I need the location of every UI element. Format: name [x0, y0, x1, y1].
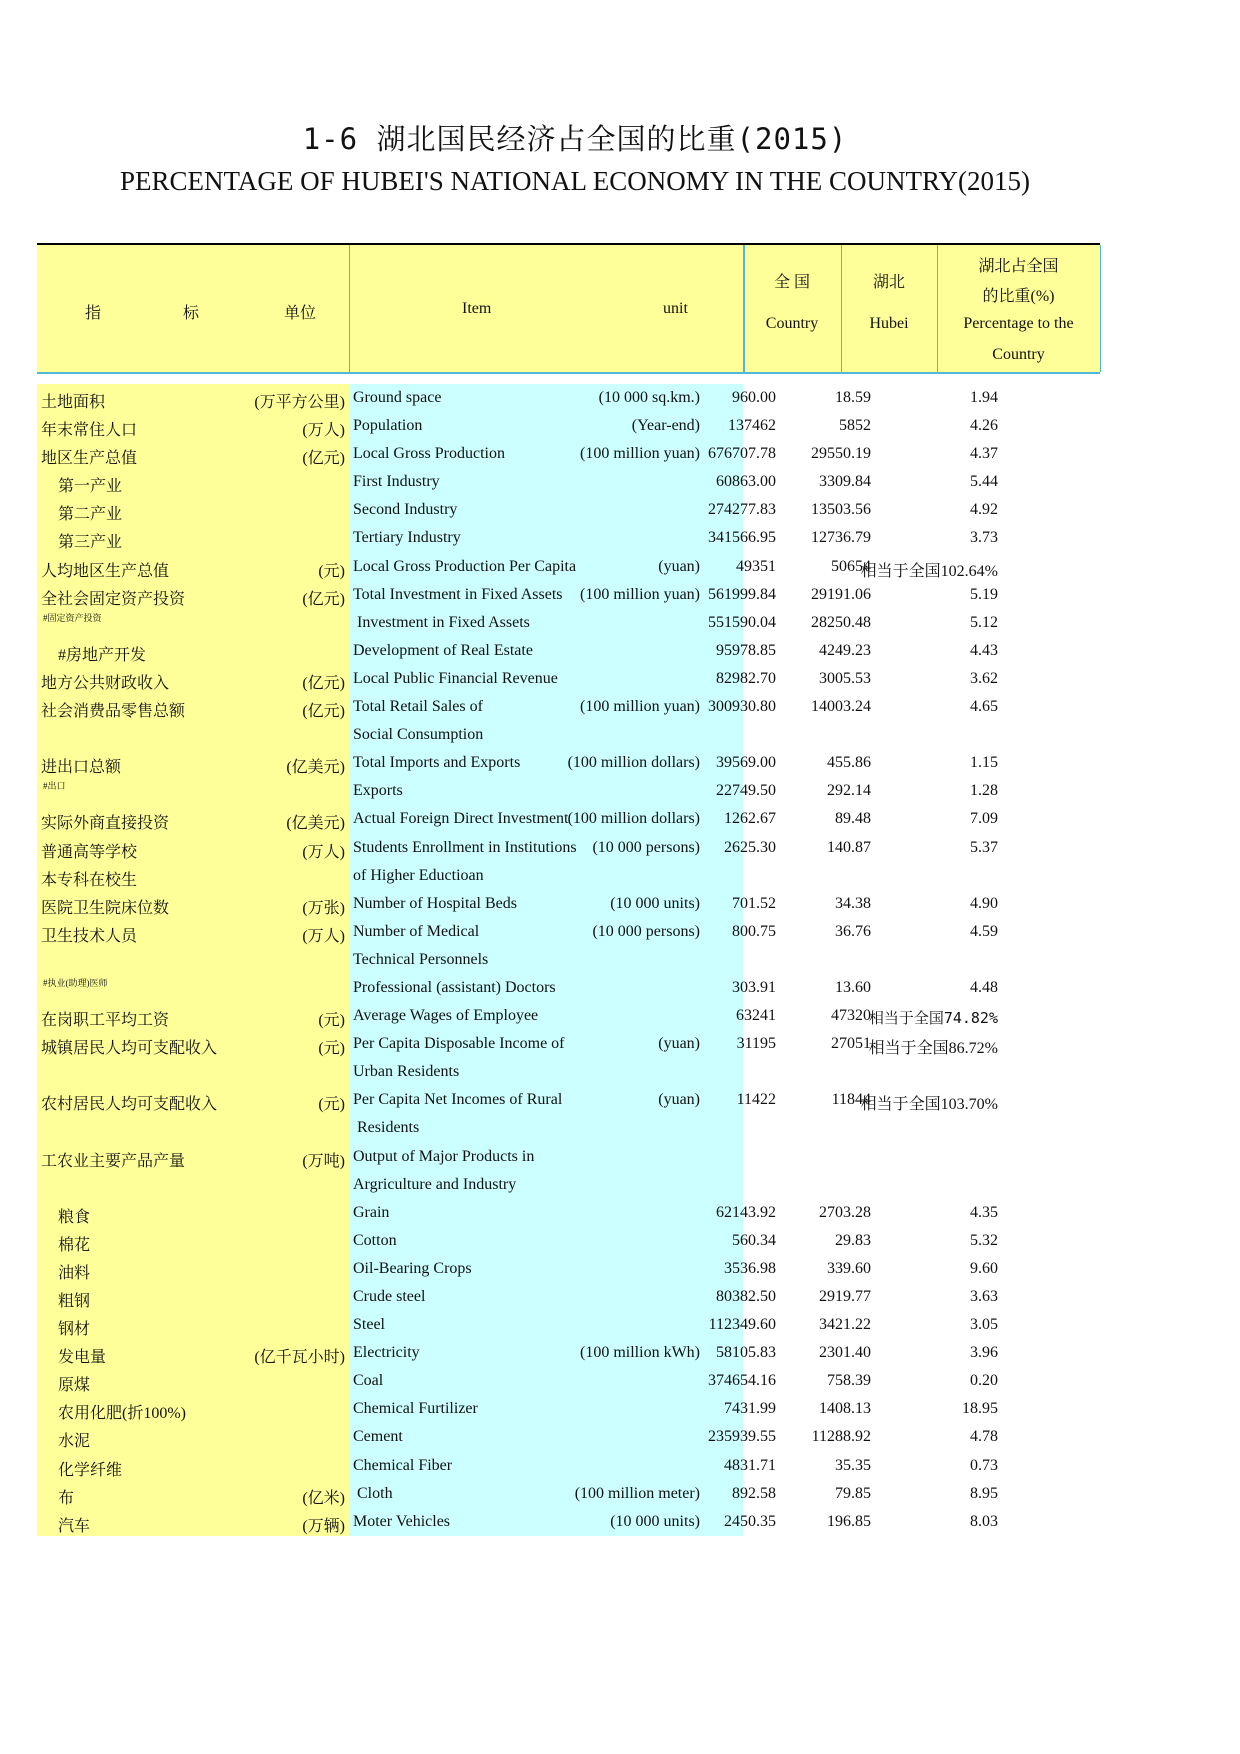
country-value: 49351 — [736, 557, 776, 575]
percentage-value: 相当于全国102.64% — [860, 562, 998, 580]
table-row — [37, 777, 1100, 805]
item-en: Population — [353, 417, 423, 435]
hubei-value: 2301.40 — [819, 1344, 871, 1362]
country-value: 235939.55 — [708, 1428, 776, 1446]
indicator-cn: #固定资产投资 — [43, 612, 102, 623]
unit-en: (yuan) — [658, 557, 700, 575]
hubei-value: 13503.56 — [811, 501, 871, 519]
item-en: Investment in Fixed Assets — [357, 613, 530, 631]
item-en: Oil-Bearing Crops — [353, 1259, 472, 1277]
hubei-value: 27051 — [831, 1035, 871, 1053]
unit-cn: (亿米) — [302, 1489, 345, 1507]
hubei-value: 13.60 — [835, 978, 871, 996]
table-row — [37, 609, 1100, 637]
table-row — [37, 468, 1100, 496]
percentage-value: 1.28 — [970, 782, 998, 800]
table-row — [37, 384, 1100, 412]
hubei-value: 29.83 — [835, 1231, 871, 1249]
percentage-value: 3.05 — [970, 1316, 998, 1334]
item-en: Total Investment in Fixed Assets — [353, 585, 563, 603]
table-row — [37, 946, 1100, 974]
item-en: Tertiary Industry — [353, 529, 461, 547]
indicator-cn: 本专科在校生 — [41, 871, 138, 889]
item-en: Ground space — [353, 389, 442, 406]
hubei-value: 11844 — [831, 1091, 871, 1109]
country-value: 303.91 — [732, 978, 776, 996]
country-value: 2450.35 — [724, 1512, 776, 1530]
table-row — [37, 1311, 1100, 1339]
country-value: 58105.83 — [716, 1344, 776, 1362]
percentage-value: 5.32 — [970, 1231, 998, 1249]
hubei-value: 5852 — [839, 417, 871, 435]
indicator-cn: 进出口总额 — [41, 759, 122, 777]
header-pct-cn-2: 的比重(%) — [982, 288, 1055, 305]
unit-en: (100 million yuan) — [580, 585, 700, 603]
indicator-cn: 地区生产总值 — [41, 450, 138, 468]
table-row — [37, 834, 1100, 862]
percentage-value: 3.96 — [970, 1344, 998, 1362]
item-en: Social Consumption — [353, 726, 484, 744]
table-row — [37, 1480, 1100, 1508]
header-unit-cn: 单位 — [284, 305, 317, 322]
indicator-cn: 粮食 — [58, 1208, 91, 1226]
hubei-value: 28250.48 — [811, 613, 871, 631]
hubei-value: 339.60 — [827, 1259, 871, 1277]
unit-en: (100 million dollars) — [567, 810, 700, 828]
unit-cn: (万人) — [302, 927, 345, 945]
unit-en: (100 million meter) — [574, 1484, 700, 1502]
hubei-value: 758.39 — [827, 1372, 871, 1390]
table-row — [37, 721, 1100, 749]
table-row — [37, 1452, 1100, 1480]
percentage-value: 0.73 — [970, 1456, 998, 1474]
indicator-cn: 社会消费品零售总额 — [41, 703, 186, 721]
percentage-value: 4.35 — [970, 1203, 998, 1221]
percentage-value: 4.37 — [970, 445, 998, 463]
item-en: Average Wages of Employee — [353, 1007, 539, 1025]
indicator-cn: 油料 — [58, 1264, 91, 1282]
hubei-value: 12736.79 — [811, 529, 871, 547]
percentage-value: 4.90 — [970, 894, 998, 912]
hubei-value: 79.85 — [835, 1484, 871, 1502]
country-value: 63241 — [736, 1007, 776, 1025]
country-value: 82982.70 — [716, 669, 776, 687]
indicator-cn: 城镇居民人均可支配收入 — [41, 1040, 218, 1058]
percentage-value: 0.20 — [970, 1372, 998, 1390]
unit-en: (100 million kWh) — [580, 1344, 700, 1362]
percentage-value: 5.37 — [970, 838, 998, 856]
table-row — [37, 637, 1100, 665]
unit-cn: (亿美元) — [286, 815, 345, 833]
header-pct-en-1: Percentage to the — [963, 315, 1074, 332]
indicator-cn: 全社会固定资产投资 — [41, 590, 186, 608]
hubei-value: 2703.28 — [819, 1203, 871, 1221]
unit-cn: (万人) — [302, 843, 345, 861]
indicator-cn: 钢材 — [58, 1321, 91, 1339]
indicator-cn: 水泥 — [58, 1433, 91, 1451]
percentage-value: 7.09 — [970, 810, 998, 828]
country-value: 112349.60 — [708, 1316, 776, 1334]
header-pct-cn-1: 湖北占全国 — [978, 258, 1059, 275]
table-row — [37, 553, 1100, 581]
table-row — [37, 1199, 1100, 1227]
item-en: Local Gross Production — [353, 445, 505, 463]
country-value: 561999.84 — [708, 585, 776, 603]
hubei-value: 36.76 — [835, 922, 871, 940]
unit-en: (10 000 persons) — [592, 838, 700, 856]
hubei-value: 4249.23 — [819, 641, 871, 659]
table-row — [37, 918, 1100, 946]
unit-cn: (元) — [318, 1040, 345, 1058]
percentage-value: 4.78 — [970, 1428, 998, 1446]
item-en: Number of Medical — [353, 922, 480, 940]
unit-en: (100 million yuan) — [580, 698, 700, 716]
unit-cn: (亿元) — [302, 590, 345, 608]
table-row — [37, 496, 1100, 524]
table-row — [37, 1143, 1100, 1171]
indicator-cn: 普通高等学校 — [41, 843, 138, 861]
hubei-value: 34.38 — [835, 894, 871, 912]
hubei-value: 292.14 — [827, 782, 871, 800]
unit-cn: (万辆) — [302, 1517, 345, 1535]
unit-cn: (万平方公里) — [254, 394, 345, 411]
item-en: Coal — [353, 1372, 384, 1390]
table-row — [37, 1086, 1100, 1114]
table-row — [37, 1367, 1100, 1395]
country-value: 676707.78 — [708, 445, 776, 463]
unit-cn: (万张) — [302, 899, 345, 917]
percentage-value: 4.48 — [970, 978, 998, 996]
percentage-value: 4.59 — [970, 922, 998, 940]
page-title-en: PERCENTAGE OF HUBEI'S NATIONAL ECONOMY IN THE COUNTRY(2015) — [120, 166, 1030, 196]
hubei-value: 89.48 — [835, 810, 871, 828]
percentage-value: 4.26 — [970, 417, 998, 435]
unit-en: (10 000 units) — [610, 894, 700, 912]
indicator-cn: 棉花 — [58, 1236, 91, 1254]
country-value: 4831.71 — [724, 1456, 776, 1474]
unit-cn: (万人) — [302, 422, 345, 440]
table-row — [37, 1171, 1100, 1199]
indicator-cn: 卫生技术人员 — [41, 927, 138, 945]
percentage-value: 8.03 — [970, 1512, 998, 1530]
header-hubei-cn: 湖北 — [872, 274, 905, 291]
table-row — [37, 581, 1100, 609]
country-value: 39569.00 — [716, 754, 776, 772]
item-en: First Industry — [353, 473, 440, 491]
indicator-cn: 工农业主要产品产量 — [41, 1152, 186, 1170]
country-value: 274277.83 — [708, 501, 776, 519]
indicator-cn: 粗钢 — [58, 1293, 91, 1310]
unit-cn: (亿元) — [302, 674, 345, 692]
indicator-cn: 地方公共财政收入 — [41, 674, 170, 692]
country-value: 31195 — [736, 1035, 776, 1053]
header-divider — [1100, 245, 1101, 372]
indicator-cn: 农村居民人均可支配收入 — [41, 1096, 218, 1114]
hubei-value: 29191.06 — [811, 585, 871, 603]
table-row — [37, 749, 1100, 777]
percentage-value: 1.15 — [970, 754, 998, 772]
country-value: 960.00 — [732, 389, 776, 406]
percentage-value: 5.44 — [970, 473, 998, 491]
indicator-cn: #执业(助理)医师 — [43, 977, 108, 988]
hubei-value: 29550.19 — [811, 445, 871, 463]
indicator-cn: 发电量 — [58, 1349, 107, 1367]
item-en: Local Gross Production Per Capita — [353, 557, 577, 575]
indicator-cn: 土地面积 — [41, 394, 106, 411]
country-value: 60863.00 — [716, 473, 776, 491]
table-row — [37, 805, 1100, 833]
item-en: Second Industry — [353, 501, 458, 519]
percentage-value: 8.95 — [970, 1484, 998, 1502]
indicator-cn: 实际外商直接投资 — [41, 815, 170, 833]
table-row — [37, 524, 1100, 552]
item-en: Steel — [353, 1316, 385, 1334]
percentage-value: 3.63 — [970, 1288, 998, 1305]
table-row — [37, 1395, 1100, 1423]
table-row — [37, 1002, 1100, 1030]
header-pct-en-2: Country — [992, 346, 1045, 363]
percentage-value: 18.95 — [962, 1400, 998, 1418]
item-en: Development of Real Estate — [353, 641, 533, 659]
country-value: 95978.85 — [716, 641, 776, 659]
item-en: Urban Residents — [353, 1063, 460, 1081]
table-row — [37, 440, 1100, 468]
table-header — [37, 243, 1100, 374]
item-en: Number of Hospital Beds — [353, 894, 517, 912]
country-value: 560.34 — [732, 1231, 776, 1249]
table-row — [37, 862, 1100, 890]
unit-en: (10 000 persons) — [592, 922, 700, 940]
percentage-value: 4.65 — [970, 698, 998, 716]
item-en: Chemical Fiber — [353, 1456, 453, 1474]
unit-en: (yuan) — [658, 1091, 700, 1109]
country-value: 800.75 — [732, 922, 776, 940]
country-value: 374654.16 — [708, 1372, 776, 1390]
unit-en: (100 million dollars) — [567, 754, 700, 772]
hubei-value: 455.86 — [827, 754, 871, 772]
country-value: 892.58 — [732, 1484, 776, 1502]
hubei-value: 3309.84 — [819, 473, 871, 491]
item-en: Chemical Furtilizer — [353, 1400, 478, 1418]
table-row — [37, 1255, 1100, 1283]
item-en: Exports — [353, 782, 403, 800]
indicator-cn: 第一产业 — [58, 478, 123, 496]
hubei-value: 3421.22 — [819, 1316, 871, 1334]
country-value: 551590.04 — [708, 613, 776, 631]
unit-en: (10 000 units) — [610, 1512, 700, 1530]
country-value: 2625.30 — [724, 838, 776, 856]
table-row — [37, 665, 1100, 693]
country-value: 62143.92 — [716, 1203, 776, 1221]
unit-cn: (元) — [318, 1096, 345, 1114]
item-en: Cotton — [353, 1231, 397, 1249]
header-divider — [841, 245, 842, 372]
hubei-value: 50654 — [831, 557, 871, 575]
table-row — [37, 1339, 1100, 1367]
hubei-value: 14003.24 — [811, 698, 871, 716]
item-en: Total Imports and Exports — [353, 754, 521, 772]
unit-cn: (亿美元) — [286, 759, 345, 777]
header-indicator-b: 标 — [183, 305, 200, 322]
country-value: 137462 — [728, 417, 776, 435]
country-value: 80382.50 — [716, 1288, 776, 1305]
item-en: Per Capita Net Incomes of Rural — [353, 1091, 563, 1109]
percentage-value: 5.19 — [970, 585, 998, 603]
table-row — [37, 693, 1100, 721]
percentage-value: 4.43 — [970, 641, 998, 659]
hubei-value: 47320 — [831, 1007, 871, 1025]
item-en: Residents — [357, 1119, 420, 1137]
header-hubei-en: Hubei — [869, 315, 909, 332]
hubei-value: 3005.53 — [819, 669, 871, 687]
header-indicator-a: 指 — [85, 305, 102, 322]
percentage-value: 5.12 — [970, 613, 998, 631]
header-country-en: Country — [765, 315, 819, 332]
unit-en: (yuan) — [658, 1035, 700, 1053]
indicator-cn: 人均地区生产总值 — [41, 562, 170, 580]
indicator-cn: 第二产业 — [58, 506, 123, 524]
unit-en: (10 000 sq.km.) — [598, 389, 700, 406]
item-en: Students Enrollment in Institutions — [353, 838, 577, 856]
country-value: 7431.99 — [724, 1400, 776, 1418]
indicator-cn: #房地产开发 — [58, 646, 147, 664]
indicator-cn: 布 — [58, 1489, 75, 1507]
header-country-cn: 全 国 — [773, 274, 810, 291]
item-en: of Higher Eductioan — [353, 866, 484, 884]
table-row — [37, 1227, 1100, 1255]
unit-en: (100 million yuan) — [580, 445, 700, 463]
item-en: Total Retail Sales of — [353, 698, 483, 716]
country-value: 3536.98 — [724, 1259, 776, 1277]
indicator-cn: #出口 — [43, 781, 66, 792]
header-item: Item — [462, 300, 492, 317]
country-value: 22749.50 — [716, 782, 776, 800]
indicator-cn: 第三产业 — [58, 534, 123, 552]
item-en: Cloth — [357, 1484, 393, 1502]
unit-cn: (万吨) — [302, 1152, 345, 1170]
unit-cn: (亿千瓦小时) — [254, 1349, 345, 1367]
percentage-value: 3.73 — [970, 529, 998, 547]
item-en: Moter Vehicles — [353, 1512, 451, 1530]
indicator-cn: 原煤 — [58, 1377, 91, 1395]
hubei-value: 1408.13 — [819, 1400, 871, 1418]
item-en: Cement — [353, 1428, 403, 1446]
table-row — [37, 974, 1100, 1002]
header-unit-en: unit — [663, 300, 688, 317]
indicator-cn: 在岗职工平均工资 — [41, 1012, 170, 1030]
percentage-value: 9.60 — [970, 1259, 998, 1277]
statistics-table — [37, 243, 1100, 1536]
table-row — [37, 1508, 1100, 1536]
item-en: Crude steel — [353, 1288, 426, 1305]
table-row — [37, 1030, 1100, 1058]
table-row — [37, 1283, 1100, 1311]
country-value: 1262.67 — [724, 810, 776, 828]
indicator-cn: 化学纤维 — [58, 1461, 123, 1479]
table-row — [37, 412, 1100, 440]
hubei-value: 140.87 — [827, 838, 871, 856]
page-title-cn: 1-6 湖北国民经济占全国的比重(2015) — [302, 122, 848, 156]
percentage-value: 相当于全国86.72% — [868, 1040, 998, 1058]
item-en: Per Capita Disposable Income of — [353, 1035, 565, 1053]
header-divider — [743, 245, 744, 372]
hubei-value: 11288.92 — [811, 1428, 871, 1446]
indicator-cn: 年末常住人口 — [41, 422, 138, 440]
country-value: 11422 — [736, 1091, 776, 1109]
item-en: Local Public Financial Revenue — [353, 669, 558, 687]
item-en: Output of Major Products in — [353, 1147, 535, 1165]
percentage-value: 相当于全国103.70% — [860, 1096, 998, 1114]
country-value: 701.52 — [732, 894, 776, 912]
item-en: Argriculture and Industry — [353, 1175, 517, 1193]
item-en: Electricity — [353, 1344, 420, 1362]
hubei-value: 18.59 — [835, 389, 871, 406]
unit-en: (Year-end) — [631, 417, 700, 435]
hubei-value: 2919.77 — [819, 1288, 871, 1305]
percentage-value: 1.94 — [970, 389, 998, 406]
table-body — [37, 384, 1100, 1536]
country-value: 300930.80 — [708, 698, 776, 716]
table-row — [37, 1423, 1100, 1451]
item-en: Grain — [353, 1203, 390, 1221]
percentage-value: 4.92 — [970, 501, 998, 519]
item-en: Actual Foreign Direct Investment — [353, 810, 569, 828]
indicator-cn: 汽车 — [58, 1517, 91, 1535]
table-row — [37, 1114, 1100, 1142]
indicator-cn: 医院卫生院床位数 — [41, 899, 170, 917]
table-row — [37, 890, 1100, 918]
item-en: Technical Personnels — [353, 950, 489, 968]
unit-cn: (亿元) — [302, 450, 345, 468]
unit-cn: (亿元) — [302, 703, 345, 721]
unit-cn: (元) — [318, 562, 345, 580]
indicator-cn: 农用化肥(折100%) — [58, 1405, 186, 1423]
country-value: 341566.95 — [708, 529, 776, 547]
hubei-value: 196.85 — [827, 1512, 871, 1530]
hubei-value: 35.35 — [835, 1456, 871, 1474]
table-row — [37, 1058, 1100, 1086]
unit-cn: (元) — [318, 1012, 345, 1030]
item-en: Professional (assistant) Doctors — [353, 978, 556, 996]
percentage-value: 3.62 — [970, 669, 998, 687]
percentage-value: 相当于全国74.82% — [868, 1009, 998, 1028]
